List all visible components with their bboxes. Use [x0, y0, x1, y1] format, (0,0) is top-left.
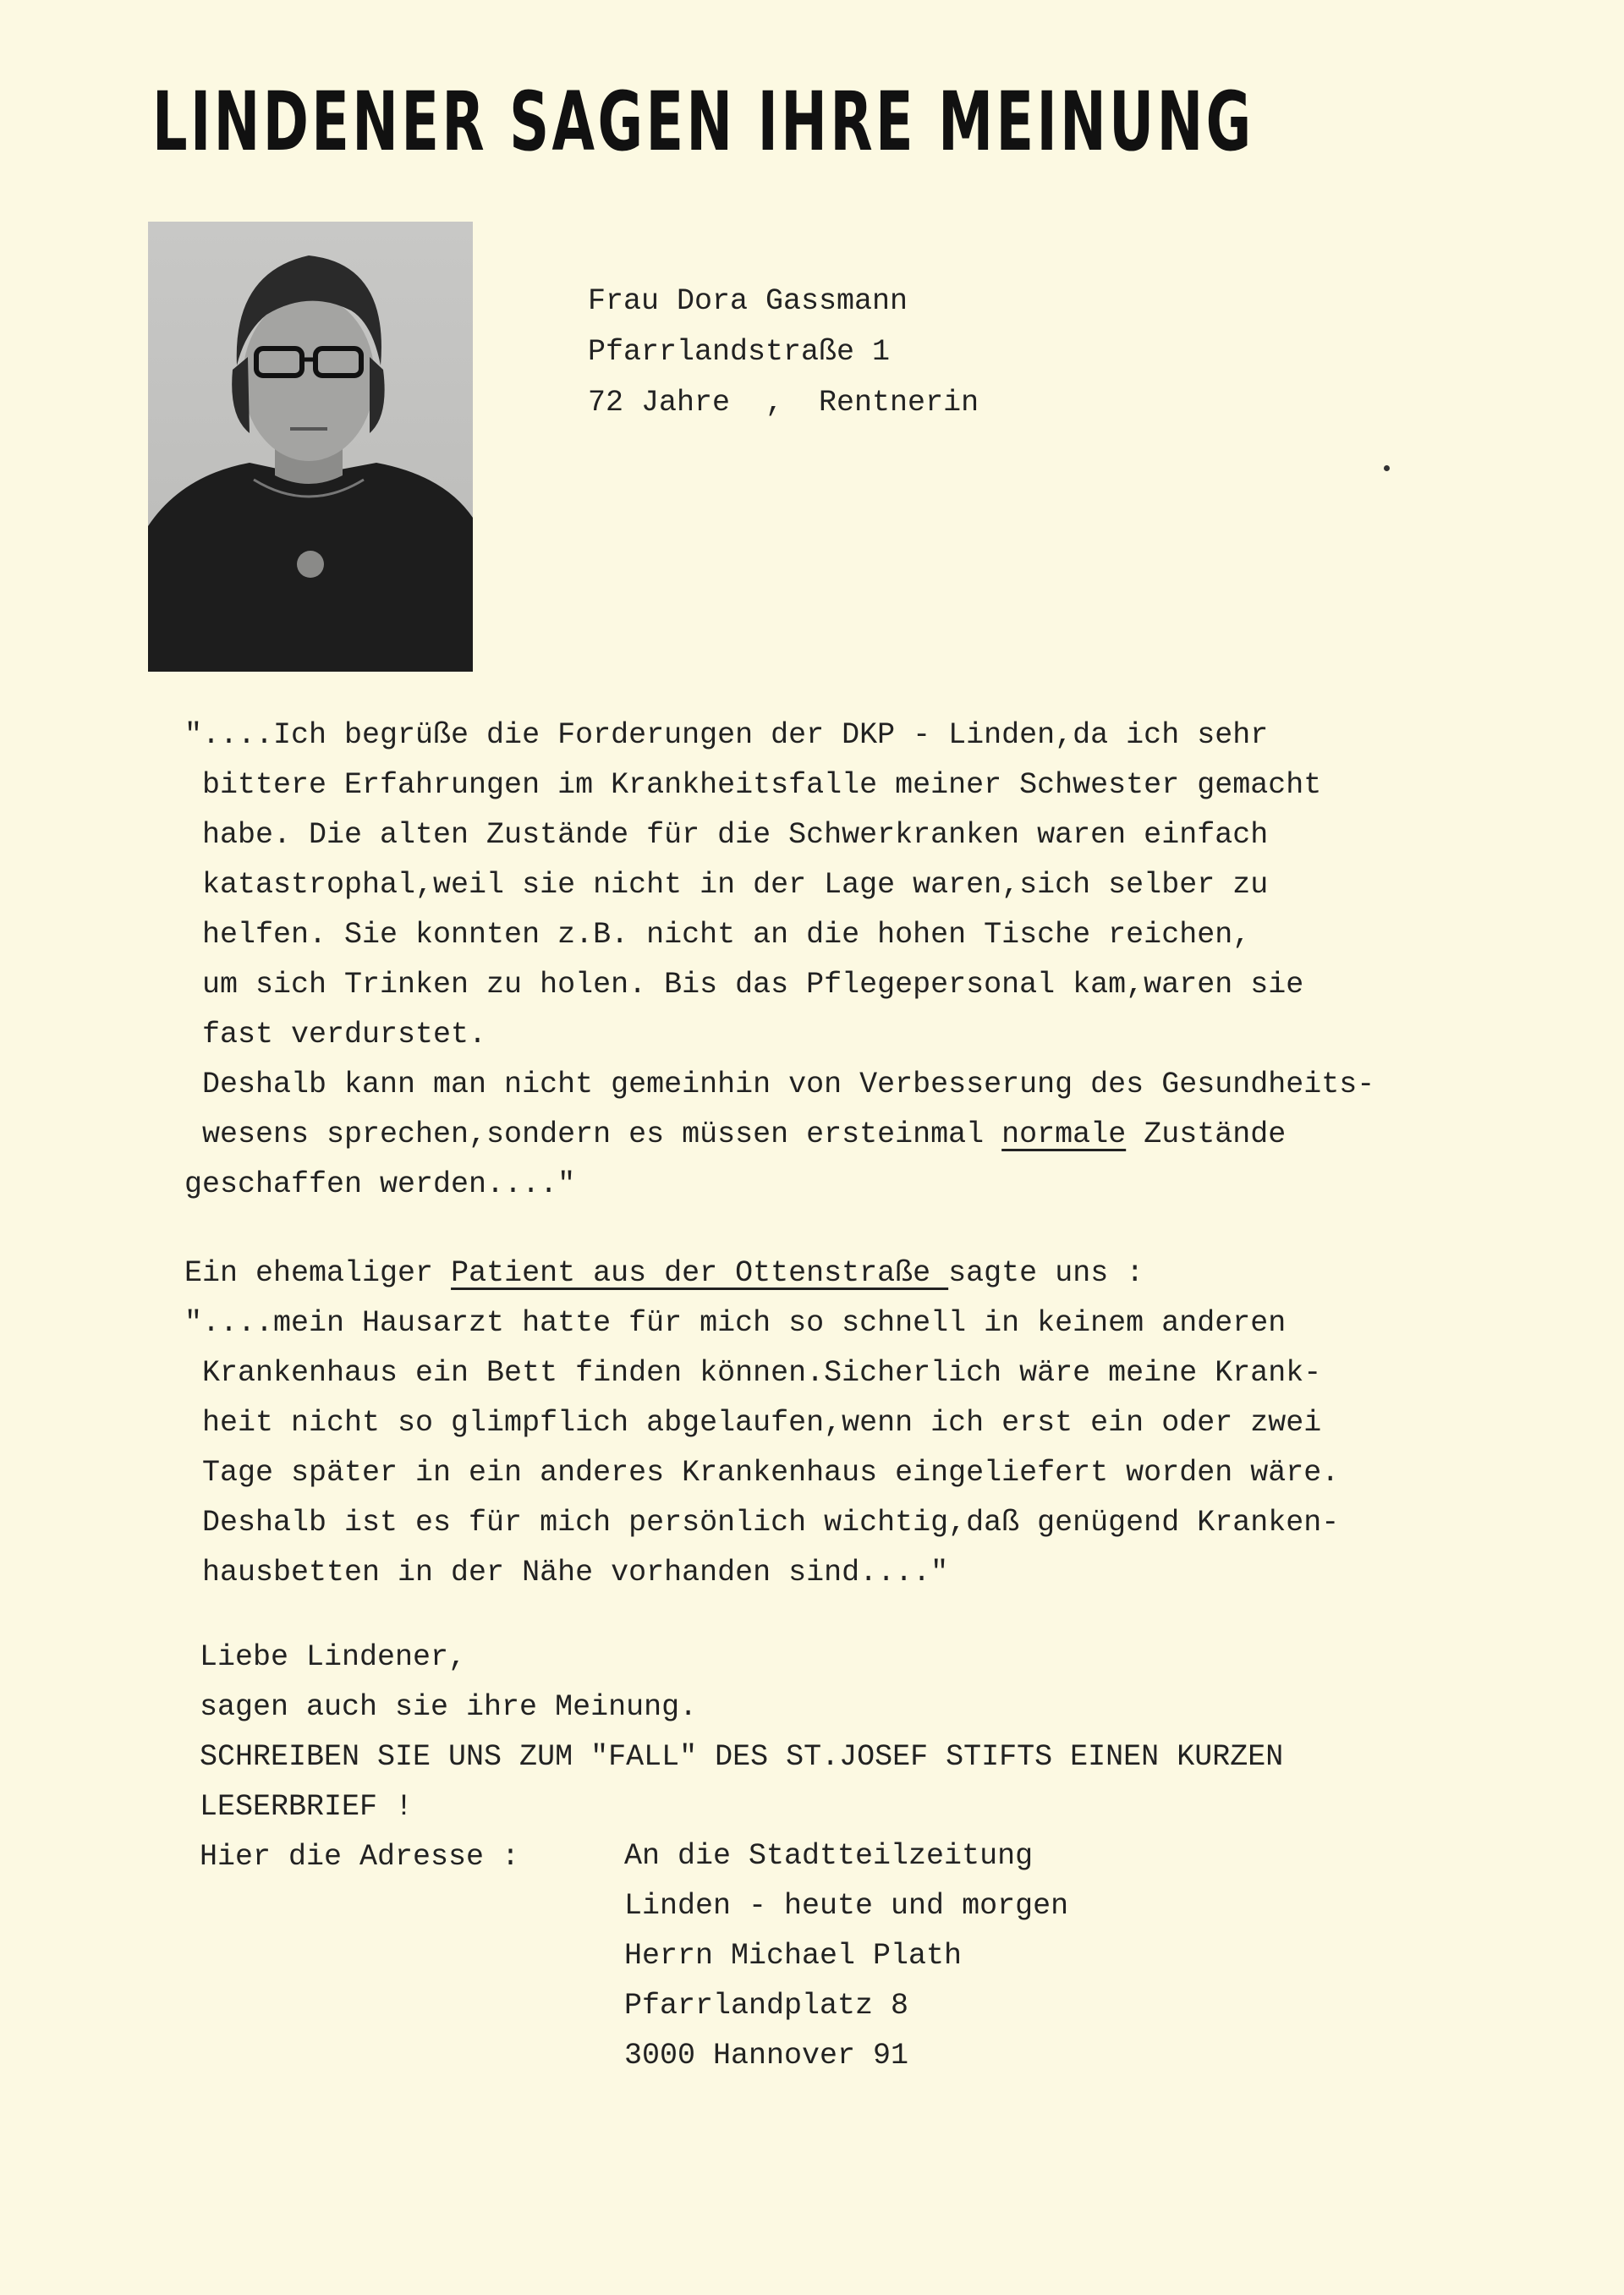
person-details: [588, 276, 979, 428]
person-name: Frau Dora Gassmann: [588, 284, 908, 318]
person-age-occupation: 72 Jahre , Rentnerin: [588, 386, 979, 420]
person-street: Pfarrlandstraße 1: [588, 335, 891, 369]
quote-line: bittere Erfahrungen im Krankheitsfalle meiner Schwester gemacht: [184, 768, 1322, 802]
address-line: An die Stadtteilzeitung: [624, 1839, 1034, 1873]
quote-line: [184, 1110, 1374, 1160]
quote-line: fast verdurstet.: [184, 1018, 487, 1051]
quote-line: "....Ich begrüße die Forderungen der DKP - Linden,da ich sehr: [184, 718, 1269, 752]
second-quote-intro: [184, 1248, 1144, 1298]
address-line: Herrn Michael Plath: [624, 1939, 963, 1973]
quote-line: Deshalb kann man nicht gemeinhin von Verbesserung des Gesundheits-: [184, 1068, 1375, 1101]
address-label: Hier die Adresse :: [200, 1840, 520, 1874]
address-line: Pfarrlandplatz 8: [624, 1989, 909, 2023]
closing-line: SCHREIBEN SIE UNS ZUM "FALL" DES ST.JOSEF STIFTS EINEN KURZEN: [200, 1740, 1284, 1774]
quote-line: helfen. Sie konnten z.B. nicht an die hohen Tische reichen,: [184, 918, 1251, 952]
quote-text: Zustände: [1126, 1117, 1287, 1151]
quote-line: heit nicht so glimpflich abgelaufen,wenn ich erst ein oder zwei: [184, 1406, 1322, 1440]
closing-line: Liebe Lindener,: [200, 1640, 467, 1674]
intro-text: Ein ehemaliger: [184, 1256, 452, 1290]
quote-line: habe. Die alten Zustände für die Schwerkranken waren einfach: [184, 818, 1269, 852]
underlined-phrase: Patient aus der Ottenstraße: [451, 1256, 949, 1290]
quote-line: "....mein Hausarzt hatte für mich so schnell in keinem anderen: [184, 1306, 1287, 1340]
quote-text: wesens sprechen,sondern es müssen ersteinmal: [184, 1117, 1002, 1151]
quote-first: [184, 711, 1374, 1210]
mailing-address: [624, 1831, 1068, 2081]
underlined-word: normale: [1001, 1117, 1127, 1151]
intro-text: sagte uns :: [948, 1256, 1144, 1290]
ink-speck: [1384, 465, 1390, 471]
quote-line: hausbetten in der Nähe vorhanden sind....": [184, 1556, 949, 1589]
quote-line: Deshalb ist es für mich persönlich wichtig,daß genügend Kranken-: [184, 1506, 1340, 1540]
quote-line: Tage später in ein anderes Krankenhaus eingeliefert worden wäre.: [184, 1456, 1340, 1490]
quote-line: geschaffen werden....": [184, 1167, 576, 1201]
quote-line: katastrophal,weil sie nicht in der Lage waren,sich selber zu: [184, 868, 1269, 902]
closing-line: LESERBRIEF !: [200, 1790, 414, 1824]
address-line: 3000 Hannover 91: [624, 2039, 909, 2073]
portrait-photo: [148, 222, 473, 672]
quote-second: [184, 1298, 1339, 1598]
quote-line: Krankenhaus ein Bett finden können.Sicherlich wäre meine Krank-: [184, 1356, 1322, 1390]
quote-line: um sich Trinken zu holen. Bis das Pflegepersonal kam,waren sie: [184, 968, 1304, 1002]
page-headline: LINDENER SAGEN IHRE MEINUNG: [152, 74, 1254, 169]
closing-line: sagen auch sie ihre Meinung.: [200, 1690, 698, 1724]
address-line: Linden - heute und morgen: [624, 1889, 1069, 1923]
